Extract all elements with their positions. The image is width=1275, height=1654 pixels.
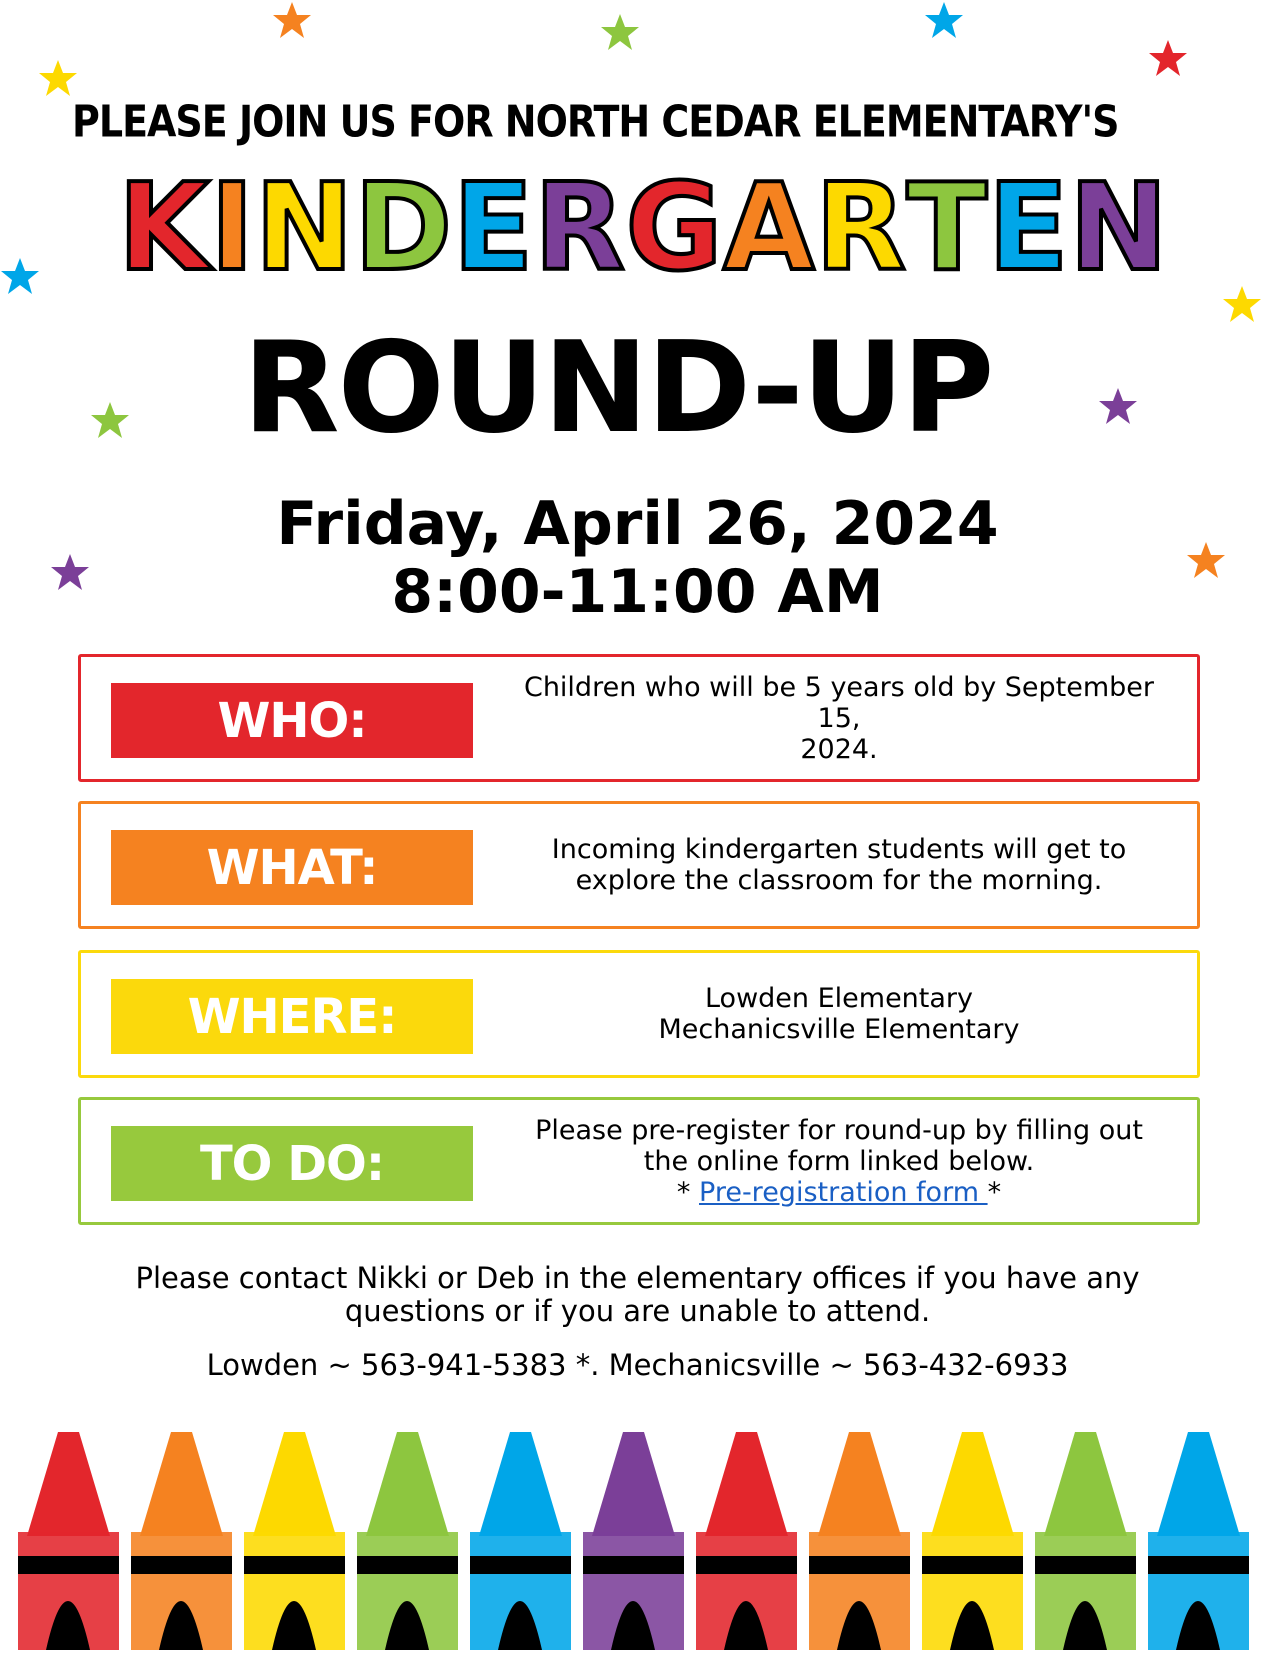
crayon-icon — [696, 1432, 797, 1650]
crayon-icon — [809, 1432, 910, 1650]
where-description: Lowden Elementary Mechanicsville Elementary — [658, 983, 1020, 1045]
todo-label: TO DO: — [111, 1126, 473, 1201]
invite-headline: PLEASE JOIN US FOR NORTH CEDAR ELEMENTARY'S — [72, 96, 1119, 147]
title-letter: I — [210, 156, 255, 298]
crayon-icon — [1148, 1432, 1249, 1650]
star-icon — [924, 0, 964, 40]
title-letter: N — [254, 156, 354, 298]
title-letter: K — [118, 156, 210, 298]
title-letter: G — [625, 156, 723, 298]
where-box — [78, 950, 1200, 1078]
event-datetime — [0, 490, 1275, 626]
kindergarten-title — [118, 156, 1168, 298]
star-icon — [1222, 284, 1262, 324]
star-icon — [0, 256, 40, 296]
event-time: 8:00-11:00 AM — [391, 557, 884, 627]
round-up-title: ROUND-UP — [242, 314, 993, 461]
title-letter: A — [723, 156, 815, 298]
title-letter: T — [906, 156, 988, 298]
who-description: Children who will be 5 years old by September 15, 2024. — [523, 671, 1155, 765]
crayon-icon — [470, 1432, 571, 1650]
pre-registration-link[interactable]: Pre-registration form — [699, 1176, 988, 1208]
crayon-icon — [922, 1432, 1023, 1650]
star-icon — [1148, 38, 1188, 78]
title-letter: N — [1069, 156, 1168, 298]
contact-message: Please contact Nikki or Deb in the elementary offices if you have any questions or if you are unable to attend. — [135, 1261, 1140, 1328]
what-description: Incoming kindergarten students will get to explore the classroom for the morning. — [551, 834, 1127, 896]
where-label: WHERE: — [111, 979, 473, 1054]
crayon-icon — [357, 1432, 458, 1650]
what-label: WHAT: — [111, 830, 473, 905]
crayon-icon — [131, 1432, 232, 1650]
crayon-icon — [583, 1432, 684, 1650]
what-box — [78, 801, 1200, 929]
todo-box — [78, 1097, 1200, 1225]
who-box — [78, 654, 1200, 782]
who-label: WHO: — [111, 683, 473, 758]
todo-description: Please pre-register for round-up by filling out the online form linked below. * Pre-registration form * — [535, 1114, 1143, 1208]
event-date: Friday, April 26, 2024 — [276, 489, 999, 559]
title-letter: R — [815, 156, 906, 298]
star-icon — [272, 0, 312, 40]
crayon-border — [18, 1432, 1258, 1650]
crayon-icon — [1035, 1432, 1136, 1650]
title-letter: D — [354, 156, 453, 298]
star-icon — [600, 12, 640, 52]
title-letter: E — [987, 156, 1069, 298]
title-letter: R — [534, 156, 625, 298]
contact-phones: Lowden ~ 563-941-5383 *. Mechanicsville ~ 563-432-6933 — [206, 1348, 1069, 1382]
star-icon — [38, 58, 78, 98]
crayon-icon — [244, 1432, 345, 1650]
crayon-icon — [18, 1432, 119, 1650]
title-letter: E — [452, 156, 534, 298]
